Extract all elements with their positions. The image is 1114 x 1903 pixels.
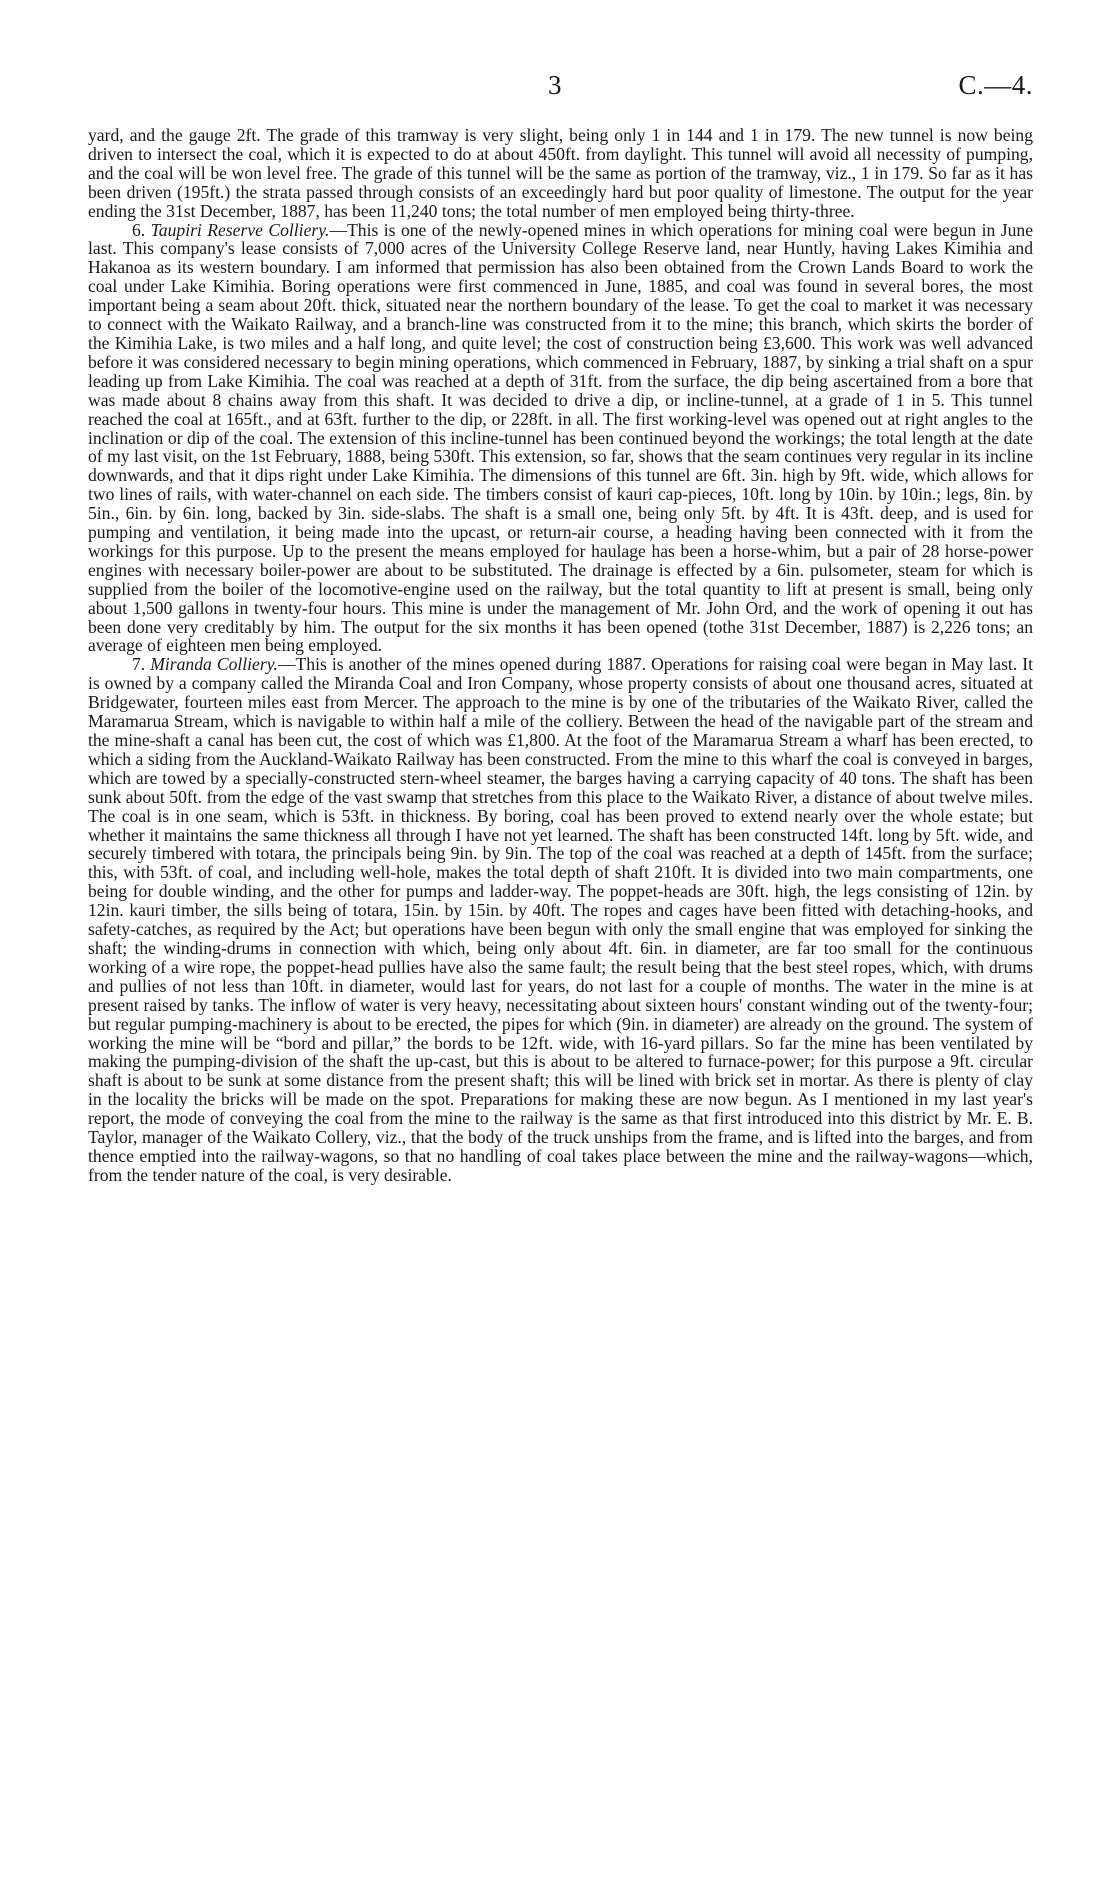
section-number: 6.: [132, 219, 151, 240]
paragraph-text: —This is another of the mines opened during 1887. Operations for raising coal were began in May last. It is owned by a company called the Miranda Coal and Iron Company, whose property consists of about one thousand acres, situated at Bridgewater, fourteen miles east from Mercer. The approach to the mine is by one of the tributaries of the Waikato River, called the Maramarua Stream, which is navigable to within half a mile of the colliery. Between the head of the navigable part of the stream and the mine-shaft a canal has been cut, the cost of which was £1,800. At the foot of the Maramarua Stream a wharf has been erected, to which a siding from the Auckland-Waikato Railway has been constructed. From the mine to this wharf the coal is conveyed in barges, which are towed by a specially-constructed stern-wheel steamer, the barges having a carrying capacity of 40 tons. The shaft has been sunk about 50ft. from the edge of the vast swamp that stretches from this place to the Waikato River, a distance of about twelve miles. The coal is in one seam, which is 53ft. in thickness. By boring, coal has been proved to extend nearly over the whole estate; but whether it maintains the same thickness all through I have not yet learned. The shaft has been constructed 14ft. long by 5ft. wide, and securely timbered with totara, the principals being 9in. by 9in. The top of the coal was reached at a depth of 145ft. from the surface; this, with 53ft. of coal, and including well-hole, makes the total depth of shaft 210ft. It is divided into two main compartments, one being for double winding, and the other for pumps and ladder-way. The poppet-heads are 30ft. high, the legs consisting of 12in. by 12in. kauri timber, the sills being of totara, 15in. by 15in. by 40ft. The ropes and cages have been fitted with detaching-hooks, and safety-catches, as required by the Act; but operations have been begun with only the small engine that was employed for sinking the shaft; the winding-drums in connection with which, being only about 4ft. 6in. in diameter, are far too small for the continuous working of a wire rope, the poppet-head pullies have also the same fault; the result being that the best steel ropes, which, with drums and pullies of not less than 10ft. in diameter, would last for years, do not last for a couple of months. The water in the mine is at present raised by tanks. The inflow of water is very heavy, necessitating about sixteen hours' constant winding out of the twenty-four; but regular pumping-machinery is about to be erected, the pipes for which (9in. in diameter) are already on the ground. The system of working the mine will be “bord and pillar,” the bords to be 12ft. wide, with 16-yard pillars. So far the mine has been ventilated by making the pumping-division of the shaft the up-cast, but this is about to be altered to furnace-power; for this purpose a 9ft. circular shaft is about to be sunk at some distance from the present shaft; this will be lined with brick set in mortar. As there is plenty of clay in the locality the bricks will be made on the spot. Preparations for making these are now begun. As I mentioned in my last year's report, the mode of conveying the coal from the mine to the railway is the same as that first introduced into this district by Mr. E. B. Taylor, manager of the Waikato Collery, viz., that the body of the truck unships from the frame, and is lifted into the barges, and from thence emptied into the railway-wagons, so that no handling of coal takes place between the mine and the railway-wagons—which, from the tender nature of the coal, is very desirable.: [88, 654, 1033, 1185]
section-title: Taupiri Reserve Colliery.: [150, 219, 330, 240]
section-number: 7.: [132, 654, 151, 675]
page-number: 3: [548, 70, 562, 100]
paragraph-text: yard, and the gauge 2ft. The grade of this tramway is very slight, being only 1 in 144 and 1 in 179. The new tunnel is now being driven to intersect the coal, which it is expected to do at about 450ft. from daylight. This tunnel will avoid all necessity of pumping, and the coal will be won level free. The grade of this tunnel will be the same as portion of the tramway, viz., 1 in 179. So far as it has been driven (195ft.) the strata passed through consists of an exceedingly hard but poor quality of limestone. The output for the year ending the 31st December, 1887, has been 11,240 tons; the total number of men employed being thirty-three.: [88, 125, 1033, 221]
body-text: [88, 126, 1033, 1185]
paragraph-yard-tramway: [88, 126, 1033, 221]
page-header: [88, 70, 1033, 126]
paragraph-text: —This is one of the newly-opened mines in which operations for mining coal were begun in June last. This company's lease consists of 7,000 acres of the University College Reserve land, near Huntly, having Lakes Kimihia and Hakanoa as its western boundary. I am informed that permission has also been obtained from the Crown Lands Board to work the coal under Lake Kimihia. Boring operations were first commenced in June, 1885, and coal was found in several bores, the most important being a seam about 20ft. thick, situated near the northern boundary of the lease. To get the coal to market it was necessary to connect with the Waikato Railway, and a branch-line was constructed from it to the mine; this branch, which skirts the border of the Kimihia Lake, is two miles and a half long, and quite level; the cost of construction being £3,600. This work was well advanced before it was considered necessary to begin mining operations, which commenced in February, 1887, by sinking a trial shaft on a spur leading up from Lake Kimihia. The coal was reached at a depth of 31ft. from the surface, the dip being ascertained from a bore that was made about 8 chains away from this shaft. It was decided to drive a dip, or incline-tunnel, at a grade of 1 in 5. This tunnel reached the coal at 165ft., and at 63ft. further to the dip, or 228ft. in all. The first working-level was opened out at right angles to the inclination or dip of the coal. The extension of this incline-tunnel has been continued beyond the workings; the total length at the date of my last visit, on the 1st February, 1888, being 530ft. This extension, so far, shows that the seam continues very regular in its incline downwards, and that it dips right under Lake Kimihia. The dimensions of this tunnel are 6ft. 3in. high by 9ft. wide, which allows for two lines of rails, with water-channel on each side. The timbers consist of kauri cap-pieces, 10ft. long by 10in. by 10in.; legs, 8in. by 5in., 6in. by 6in. long, backed by 3in. side-slabs. The shaft is a small one, being only 5ft. by 4ft. It is 43ft. deep, and is used for pumping and ventilation, it being made into the upcast, or return-air course, a heading having been connected with it from the workings for this purpose. Up to the present the means employed for haulage has been a horse-whim, but a pair of 28 horse-power engines with necessary boiler-power are about to be substituted. The drainage is effected by a 6in. pulsometer, steam for which is supplied from the boiler of the locomotive-engine used on the railway, but the total quantity to lift at present is small, being only about 1,500 gallons in twenty-four hours. This mine is under the management of Mr. John Ord, and the work of opening it out has been done very creditably by him. The output for the six months it has been opened (tothe 31st December, 1887) is 2,226 tons; an average of eighteen men being employed.: [88, 219, 1034, 656]
paragraph-taupiri-reserve-colliery: [88, 221, 1033, 656]
section-title: Miranda Colliery.: [150, 654, 278, 675]
document-page: [88, 70, 1033, 1185]
paragraph-miranda-colliery: [88, 655, 1033, 1184]
document-reference: C.—4.: [958, 70, 1033, 100]
